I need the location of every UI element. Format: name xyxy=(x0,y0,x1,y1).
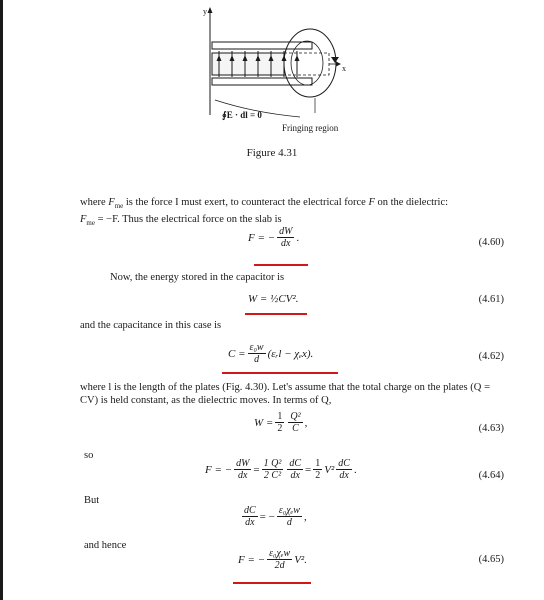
paragraph-force: where $F_{me}$ is the force I must exert, to counteract the electrical force F on the dielectric: $F_{me} = -F$. Thus the electrical force on the slab is xyxy=(80,197,449,228)
loop-arrow xyxy=(331,57,339,63)
paragraph-charge: where l is the length of the plates (Fig. 4.30). Let's assume that the total charge on the plates (Q = CV) is held constant, as the dielectric moves. In terms of Q, xyxy=(80,382,490,406)
x-axis-arrow xyxy=(336,62,341,67)
bottom-plate xyxy=(212,78,312,85)
eqnum-4-64: (4.64) xyxy=(478,470,504,481)
label-so: so xyxy=(84,450,94,461)
equation-4-60: F = − $\frac{dW}{dx}$ . xyxy=(248,226,300,249)
equation-4-63: W = $\frac{1}{2}$ $\frac{\text{Q²}}{C}$ , xyxy=(254,411,308,434)
eqnum-4-63: (4.63) xyxy=(478,423,504,434)
left-margin-bar xyxy=(0,0,3,600)
figure-caption: Figure 4.31 xyxy=(246,147,298,159)
equation-4-64: F = − $\frac{dW}{dx}$ = $\frac{\text{1 Q²}}{\text{2 C²}}$ $\frac{dC}{dx}$ = $\frac{1}{2}$ V² $\frac{dC}{dx}$ . xyxy=(205,458,357,481)
red-underline-4-61 xyxy=(245,313,307,315)
x-axis-label: x xyxy=(342,64,346,73)
eqnum-4-65: (4.65) xyxy=(478,554,504,565)
label-but: But xyxy=(84,495,100,506)
equation-4-62: C = $\frac{\text{ε₀w}}{d}$ (εᵣl − χₑx). xyxy=(228,342,314,365)
red-underline-4-62 xyxy=(222,372,338,374)
red-underline-4-65 xyxy=(233,582,311,584)
capacitor-figure xyxy=(195,5,345,130)
dielectric-slab xyxy=(212,53,284,75)
paragraph-capacitance: and the capacitance in this case is xyxy=(80,320,222,331)
fringing-loop-outer xyxy=(284,29,336,97)
y-axis-label: y xyxy=(203,7,207,16)
region-label: Fringing region xyxy=(282,123,339,133)
eqnum-4-60: (4.60) xyxy=(478,237,504,248)
y-axis-arrow xyxy=(208,7,213,13)
red-underline-4-60 xyxy=(254,264,308,266)
integral-label: ∮E · dl = 0 xyxy=(222,110,262,120)
eqnum-4-62: (4.62) xyxy=(478,351,504,362)
equation-4-61: W = ½CV². xyxy=(248,293,299,305)
equation-4-65: F = − $\frac{\text{ε₀χₑw}}{2d}$ V². xyxy=(238,548,307,571)
equation-dc-dx: $\frac{dC}{dx}$ = − $\frac{\text{ε₀χₑw}}{d}$ , xyxy=(244,505,307,528)
paragraph-energy: Now, the energy stored in the capacitor is xyxy=(110,272,285,283)
label-hence: and hence xyxy=(84,540,127,551)
eqnum-4-61: (4.61) xyxy=(478,294,504,305)
